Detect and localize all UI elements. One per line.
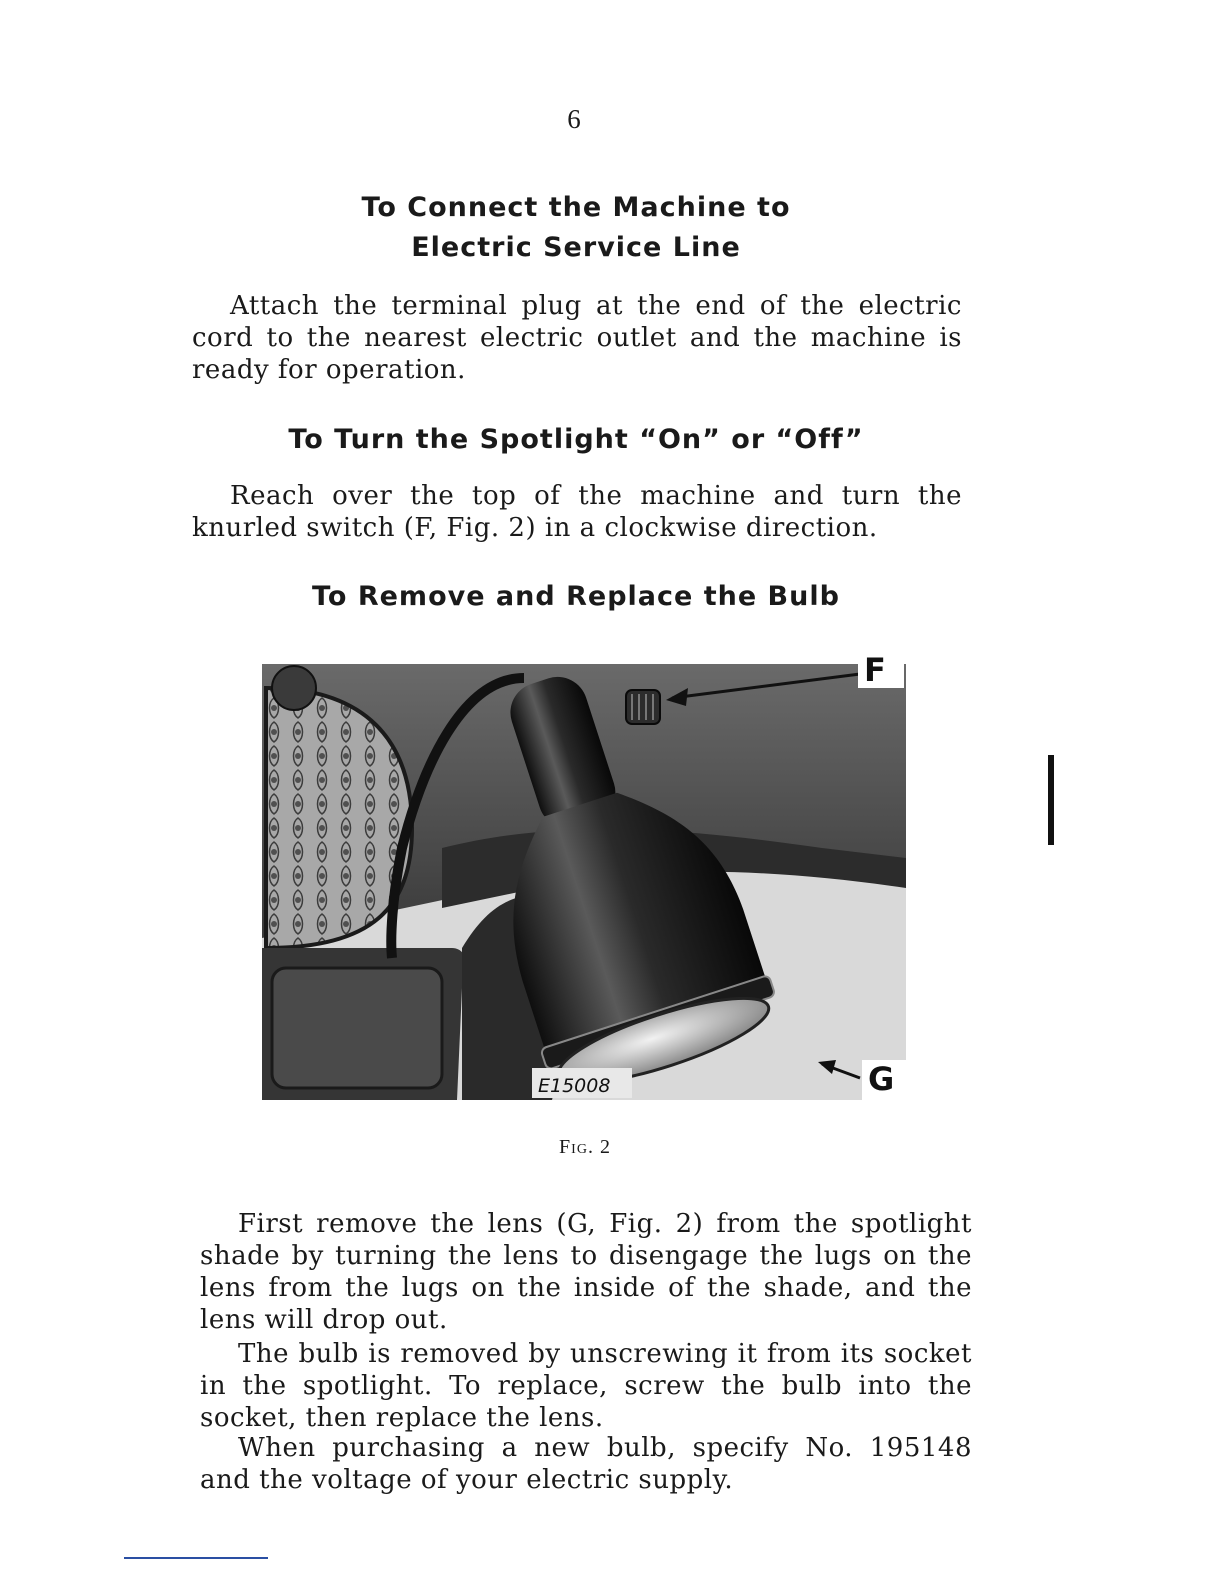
knurled-switch-icon: [626, 690, 660, 724]
paragraph-bulb-unscrew: [200, 1338, 972, 1434]
figure-spotlight-photo: [262, 648, 910, 1100]
plate-code: E15008: [538, 1075, 611, 1097]
thumb-screw: [272, 666, 316, 710]
paragraph-spotlight: [192, 480, 962, 544]
paragraph-connect: [192, 290, 962, 386]
machine-bed-panel: [272, 968, 442, 1088]
callout-f-label: F: [864, 651, 886, 689]
page-number: 6: [567, 104, 581, 134]
margin-mark: [1048, 755, 1054, 845]
paragraph-bulb-remove-lens-text: First remove the lens (G, Fig. 2) from the spotlight shade by turning the lens to disengage the lugs on the lens from the lugs on the inside of the shade, and the lens will drop out.: [200, 1209, 972, 1335]
heading-spotlight: To Turn the Spotlight “On” or “Off”: [288, 424, 864, 455]
heading-connect-line2: Electric Service Line: [411, 232, 741, 263]
paragraph-bulb-remove-lens: [200, 1208, 972, 1336]
heading-connect: [190, 188, 962, 268]
callout-g-label: G: [868, 1060, 895, 1098]
paragraph-bulb-unscrew-text: The bulb is removed by unscrewing it from its socket in the spotlight. To replace, screw the bulb into the socket, then replace the lens.: [200, 1339, 972, 1433]
heading-connect-line1: To Connect the Machine to: [361, 192, 791, 223]
paragraph-bulb-purchase: [200, 1432, 972, 1496]
paragraph-spotlight-text: Reach over the top of the machine and turn the knurled switch (F, Fig. 2) in a clockwise direction.: [192, 481, 962, 543]
spotlight-illustration: [262, 648, 910, 1100]
footer-rule: [124, 1557, 268, 1559]
paragraph-bulb-purchase-text: When purchasing a new bulb, specify No. 195148 and the voltage of your electric supply.: [200, 1433, 972, 1495]
paragraph-connect-text: Attach the terminal plug at the end of the electric cord to the nearest electric outlet and the machine is ready for operation.: [192, 291, 962, 385]
heading-bulb: To Remove and Replace the Bulb: [312, 581, 840, 612]
figure-caption: Fig. 2: [559, 1136, 611, 1158]
